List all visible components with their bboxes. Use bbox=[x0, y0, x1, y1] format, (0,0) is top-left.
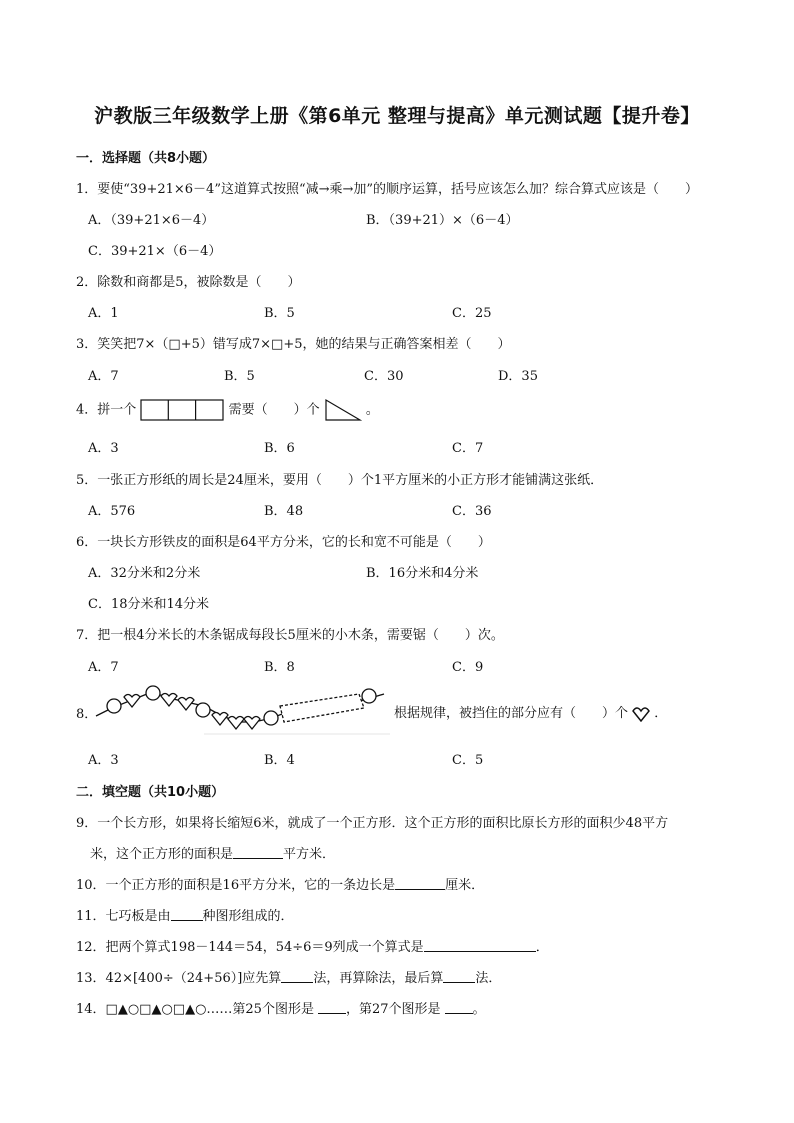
q12-text-a: 12．把两个算式198－144＝54，54÷6＝9列成一个算式是 bbox=[76, 940, 424, 955]
q8-option-a: A．3 bbox=[88, 753, 119, 768]
q4-option-c: C．7 bbox=[452, 441, 484, 456]
circle-bead bbox=[107, 699, 121, 713]
q14-text-b: ，第27个图形是 bbox=[345, 1002, 441, 1017]
q10-text-b: 厘米． bbox=[445, 878, 485, 893]
q3-option-c: C．30 bbox=[364, 369, 404, 384]
q10-text-a: 10．一个正方形的面积是16平方分米，它的一条边长是 bbox=[76, 878, 396, 893]
q8-text-post: ． bbox=[654, 706, 668, 721]
circle-bead bbox=[264, 711, 278, 725]
q7-option-c: C．9 bbox=[452, 660, 484, 675]
answer-blank[interactable] bbox=[233, 846, 283, 859]
heart-bead bbox=[161, 694, 177, 707]
q4-text-post: 。 bbox=[365, 402, 379, 418]
q13-text-b: 法，再算除法，最后算 bbox=[313, 971, 444, 986]
circle-bead bbox=[362, 689, 376, 703]
q1-option-a: A．（39+21×6－4） bbox=[88, 213, 215, 228]
section-fill-heading: 二．填空题（共10小题） bbox=[76, 785, 225, 800]
q1-option-b: B．（39+21）×（6－4） bbox=[366, 213, 519, 228]
q9-text-a: 米，这个正方形的面积是 bbox=[90, 847, 234, 862]
q4-text-mid: 需要（ ）个 bbox=[228, 402, 320, 418]
answer-blank[interactable] bbox=[281, 970, 313, 983]
question-14 bbox=[76, 998, 486, 1017]
question-8-number: 8． bbox=[76, 707, 98, 722]
covered-section bbox=[280, 694, 364, 722]
question-11 bbox=[76, 905, 294, 924]
q13-text-a: 13．42×[400÷（24+56）]应先算 bbox=[76, 971, 282, 986]
circle-bead bbox=[196, 703, 210, 717]
page-title: 沪教版三年级数学上册《第6单元 整理与提高》单元测试题【提升卷】 bbox=[94, 105, 700, 127]
bead-pattern-figure bbox=[94, 684, 394, 736]
q3-option-a: A．7 bbox=[88, 369, 119, 384]
q8-text: 根据规律，被挡住的部分应有（ ）个 bbox=[394, 706, 629, 721]
q4-option-a: A．3 bbox=[88, 441, 119, 456]
heart-bead bbox=[244, 717, 260, 730]
three-squares-figure bbox=[140, 399, 224, 421]
answer-blank[interactable] bbox=[443, 970, 475, 983]
q8-option-b: B．4 bbox=[264, 753, 295, 768]
q1-option-c: C．39+21×（6－4） bbox=[88, 244, 222, 259]
question-10 bbox=[76, 874, 484, 893]
q11-text-b: 种图形组成的． bbox=[202, 909, 294, 924]
q8-option-c: C．5 bbox=[452, 753, 484, 768]
question-1: 1．要使“39+21×6－4”这道算式按照“减→乘→加”的顺序运算，括号应该怎么加？综合算式应该是（ ） bbox=[76, 182, 699, 197]
q4-text-pre: 4．拼一个 bbox=[76, 402, 137, 418]
q6-option-b: B．16分米和4分米 bbox=[366, 566, 479, 581]
section-choice-heading: 一．选择题（共8小题） bbox=[76, 151, 216, 166]
q14-text-a: 14．□▲○□▲○□▲○……第25个图形是 bbox=[76, 1002, 314, 1017]
question-7: 7．把一根4分米长的木条锯成每段长5厘米的小木条，需要锯（ ）次。 bbox=[76, 628, 504, 643]
answer-blank[interactable] bbox=[424, 939, 536, 952]
q6-option-a: A．32分米和2分米 bbox=[88, 566, 201, 581]
question-2: 2．除数和商都是5，被除数是（ ） bbox=[76, 275, 301, 290]
answer-blank[interactable] bbox=[171, 908, 203, 921]
q5-option-b: B．48 bbox=[264, 504, 304, 519]
question-9-line2 bbox=[90, 843, 335, 862]
q13-text-c: 法． bbox=[475, 971, 502, 986]
heart-bead bbox=[178, 698, 194, 711]
right-triangle-figure bbox=[324, 398, 362, 422]
answer-blank[interactable] bbox=[445, 1001, 473, 1014]
answer-blank[interactable] bbox=[395, 877, 445, 890]
q3-option-d: D．35 bbox=[498, 369, 538, 384]
q7-option-a: A．7 bbox=[88, 660, 119, 675]
q9-text-b: 平方米． bbox=[283, 847, 336, 862]
question-8 bbox=[394, 702, 667, 722]
q2-option-a: A．1 bbox=[88, 306, 119, 321]
q2-option-b: B．5 bbox=[264, 306, 295, 321]
question-13 bbox=[76, 967, 501, 986]
q5-option-a: A．576 bbox=[88, 504, 136, 519]
q7-option-b: B．8 bbox=[264, 660, 295, 675]
question-3: 3．笑笑把7×（□+5）错写成7×□+5，她的结果与正确答案相差（ ） bbox=[76, 337, 511, 352]
q12-text-b: ． bbox=[535, 940, 549, 955]
question-4 bbox=[76, 398, 379, 422]
question-12 bbox=[76, 936, 549, 955]
q4-option-b: B．6 bbox=[264, 441, 295, 456]
heart-bead-icon bbox=[632, 706, 650, 722]
question-6: 6．一块长方形铁皮的面积是64平方分米，它的长和宽不可能是（ ） bbox=[76, 535, 491, 550]
q6-option-c: C．18分米和14分米 bbox=[88, 597, 210, 612]
heart-bead bbox=[228, 717, 244, 730]
q11-text-a: 11．七巧板是由 bbox=[76, 909, 171, 924]
question-9-line1: 9．一个长方形，如果将长缩短6米，就成了一个正方形．这个正方形的面积比原长方形的面积少48平方 bbox=[76, 816, 669, 831]
q14-text-c: 。 bbox=[472, 1002, 486, 1017]
circle-bead bbox=[146, 686, 160, 700]
answer-blank[interactable] bbox=[318, 1001, 346, 1014]
heart-bead bbox=[124, 695, 140, 708]
question-5: 5．一张正方形纸的周长是24厘米，要用（ ）个1平方厘米的小正方形才能铺满这张纸． bbox=[76, 473, 604, 488]
heart-bead bbox=[212, 713, 228, 726]
q3-option-b: B．5 bbox=[224, 369, 255, 384]
q5-option-c: C．36 bbox=[452, 504, 492, 519]
q2-option-c: C．25 bbox=[452, 306, 492, 321]
